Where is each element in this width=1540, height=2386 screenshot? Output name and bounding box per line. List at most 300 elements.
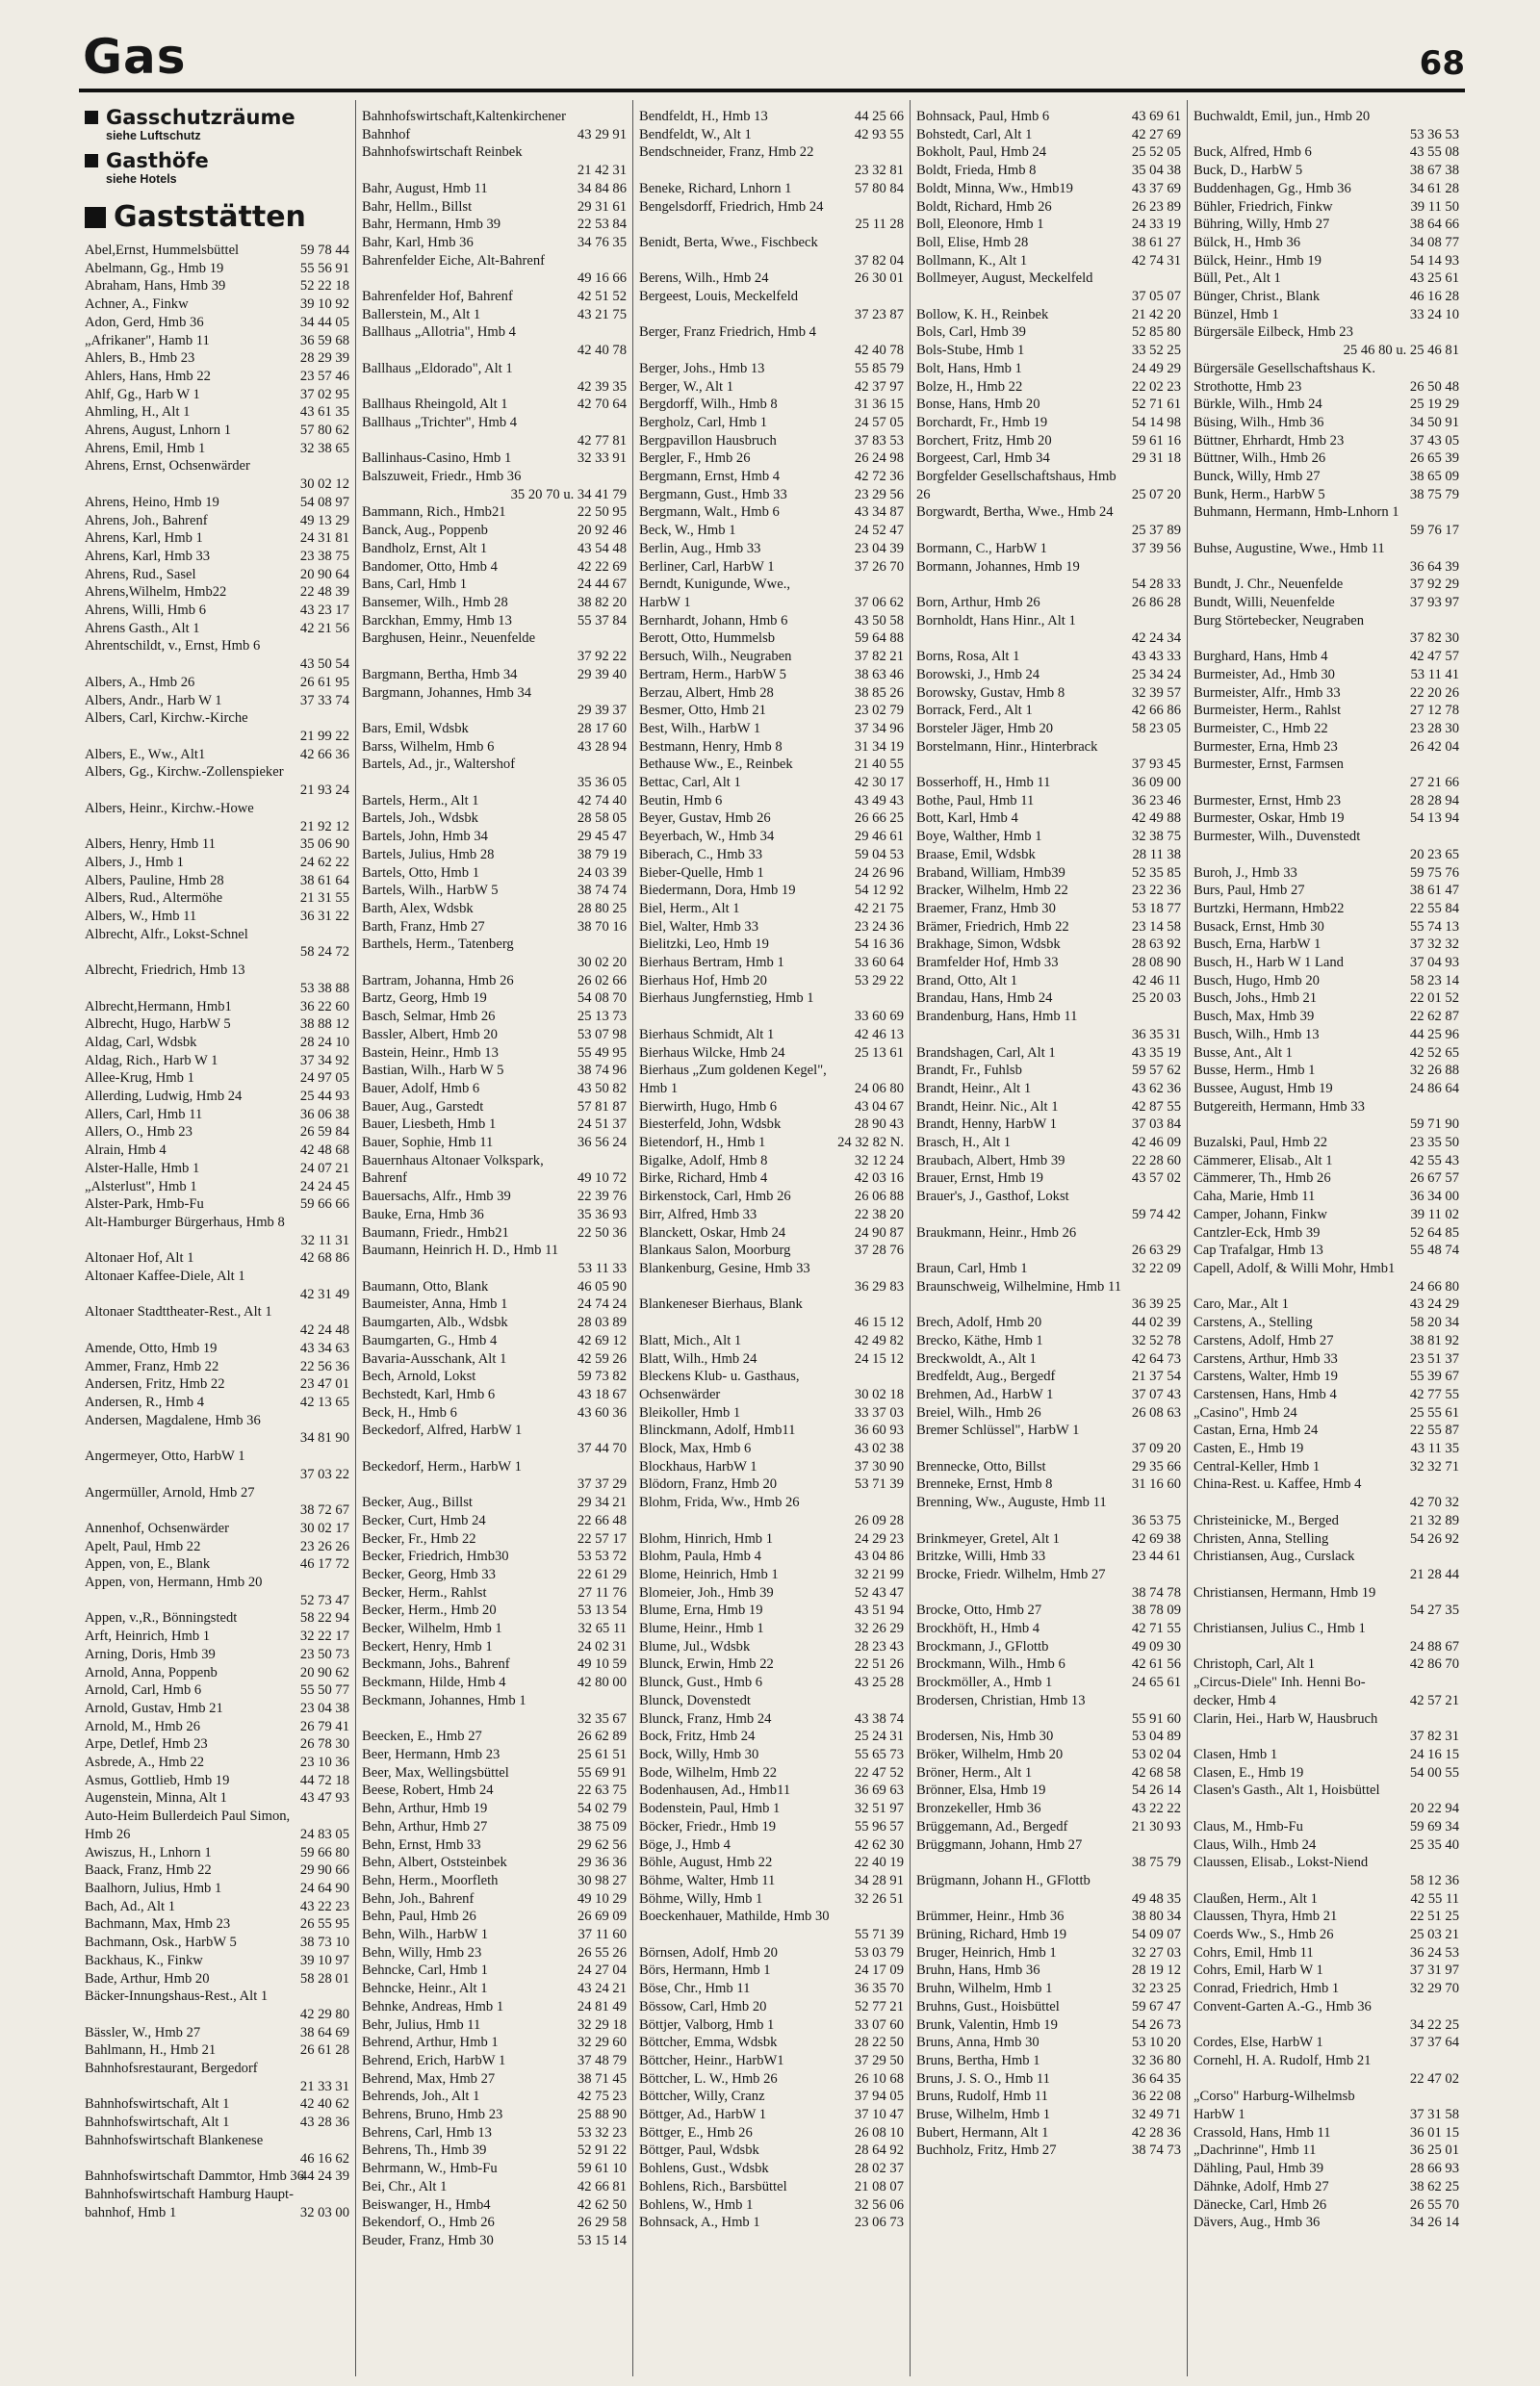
directory-entry: [1194, 1332, 1459, 1350]
directory-entry: [1194, 1475, 1459, 1494]
directory-entry: [1194, 629, 1459, 648]
entry-name: Buchwaldt, Emil, jun., Hmb 20: [1194, 109, 1371, 124]
directory-entry: [639, 1116, 904, 1134]
directory-entry: [639, 774, 904, 792]
entry-phone: 35 04 38: [1131, 163, 1181, 179]
directory-entry: [1194, 900, 1459, 918]
entry-phone: 42 74 31: [1131, 252, 1181, 269]
entry-phone: 26 65 39: [1409, 450, 1459, 467]
entry-name: Beckedorf, Herm., HarbW 1: [362, 1458, 522, 1475]
entry-phone: 53 15 14: [577, 2232, 627, 2248]
directory-entry: [85, 1970, 349, 1988]
entry-name: Cämmerer, Elisab., Alt 1: [1194, 1152, 1333, 1168]
directory-entry: [639, 1926, 904, 1944]
directory-entry: [1194, 2106, 1459, 2124]
entry-name: China-Rest. u. Kaffee, Hmb 4: [1194, 1476, 1362, 1493]
entry-name: Behn, Wilh., HarbW 1: [362, 1927, 489, 1943]
entry-name: Bach, Ad., Alt 1: [85, 1898, 176, 1914]
directory-entry: [916, 1206, 1181, 1224]
entry-name: Cohrs, Emil, Harb W 1: [1194, 1963, 1323, 1979]
directory-entry: [639, 2034, 904, 2052]
entry-phone: 37 04 93: [1409, 955, 1459, 971]
directory-entry: [916, 1224, 1181, 1243]
entry-phone: 26 30 01: [854, 270, 904, 287]
entry-name: Brämer, Friedrich, Hmb 22: [916, 918, 1069, 935]
entry-name: Albers, J., Hmb 1: [85, 854, 184, 870]
entry-phone: 43 29 91: [577, 126, 627, 142]
entry-phone: 29 35 66: [1131, 1458, 1181, 1475]
entry-phone: 36 39 25: [1131, 1296, 1181, 1313]
section-heading: Gasschutzräume: [106, 106, 295, 129]
entry-phone: 43 43 33: [1131, 649, 1181, 665]
directory-entry: [639, 449, 904, 468]
entry-phone: 34 81 90: [299, 1430, 349, 1447]
entry-name: Borsteler Jäger, Hmb 20: [916, 720, 1054, 736]
entry-phone: 43 18 67: [577, 1386, 627, 1402]
directory-entry: [1194, 1134, 1459, 1152]
entry-name: Aldag, Carl, Wdsbk: [85, 1034, 197, 1050]
entry-name: Ahlf, Gg., Harb W 1: [85, 386, 200, 402]
directory-entry: [362, 792, 627, 810]
directory-entry: [1194, 809, 1459, 828]
entry-phone: 36 29 83: [854, 1278, 904, 1295]
directory-entry: [85, 475, 349, 494]
entry-phone: 42 49 82: [854, 1332, 904, 1348]
entry-phone: 24 44 67: [577, 577, 627, 593]
entry-phone: 32 65 11: [578, 1621, 627, 1637]
entry-name: Baumann, Heinrich H. D., Hmb 11: [362, 1243, 559, 1259]
entry-phone: 53 10 20: [1131, 2035, 1181, 2051]
entry-phone: 28 29 39: [299, 350, 349, 367]
entry-name: Böse, Chr., Hmb 11: [639, 1981, 751, 1997]
directory-entry: [362, 1782, 627, 1800]
entry-name: Blume, Heinr., Hmb 1: [639, 1621, 764, 1637]
directory-entry: [1194, 180, 1459, 198]
entry-name: Beyer, Gustav, Hmb 26: [639, 810, 771, 827]
directory-entry: [85, 674, 349, 692]
entry-name: Claus, Wilh., Hmb 24: [1194, 1836, 1317, 1853]
entry-name: Brunk, Valentin, Hmb 19: [916, 2016, 1058, 2033]
entry-phone: 26 10 68: [854, 2070, 904, 2087]
directory-entry: [1194, 2214, 1459, 2232]
directory-entry: [85, 728, 349, 746]
directory-entry: [639, 1026, 904, 1044]
entry-name: Bergpavillon Hausbruch: [639, 432, 777, 449]
entry-phone: 43 04 86: [854, 1549, 904, 1565]
entry-phone: 52 35 85: [1131, 864, 1181, 881]
directory-entry: [362, 1728, 627, 1746]
directory-entry: [916, 2052, 1181, 2070]
entry-phone: 26 66 25: [854, 810, 904, 827]
entry-name: Burtzki, Hermann, Hmb22: [1194, 900, 1345, 916]
directory-entry: [639, 1062, 904, 1080]
entry-phone: 28 80 25: [577, 900, 627, 916]
entry-phone: 26 08 63: [1131, 1404, 1181, 1421]
entry-name: Bünzel, Hmb 1: [1194, 306, 1279, 322]
directory-entry: [85, 1340, 349, 1358]
directory-entry: [916, 1836, 1181, 1855]
directory-entry: [916, 702, 1181, 720]
entry-phone: 46 05 90: [577, 1278, 627, 1295]
entry-phone: 37 82 21: [854, 649, 904, 665]
directory-entry: [85, 980, 349, 998]
entry-name: Baack, Franz, Hmb 22: [85, 1862, 212, 1879]
directory-entry: [85, 1664, 349, 1682]
directory-entry: [362, 864, 627, 883]
entry-name: Adon, Gerd, Hmb 36: [85, 314, 204, 330]
entry-name: Brinkmeyer, Gretel, Alt 1: [916, 1530, 1060, 1547]
entry-phone: 36 60 93: [854, 1423, 904, 1439]
entry-name: Appen, von, Hermann, Hmb 20: [85, 1575, 263, 1591]
entry-name: Berens, Wilh., Hmb 24: [639, 270, 769, 287]
directory-entry: [916, 2034, 1181, 2052]
entry-phone: 54 09 07: [1131, 1927, 1181, 1943]
directory-entry: [916, 1152, 1181, 1170]
directory-entry: [85, 1123, 349, 1142]
directory-entry: [1194, 449, 1459, 468]
directory-entry: [916, 198, 1181, 217]
directory-entry: [916, 666, 1181, 684]
entry-phone: 53 18 77: [1131, 900, 1181, 916]
directory-entry: [85, 494, 349, 512]
directory-entry: [1194, 756, 1459, 774]
entry-name: Blohm, Frida, Ww., Hmb 26: [639, 1495, 800, 1511]
entry-phone: 38 85 26: [854, 684, 904, 701]
entry-name: Behrends, Joh., Alt 1: [362, 2089, 480, 2105]
entry-name: Bachmann, Osk., HarbW 5: [85, 1935, 237, 1951]
entry-phone: 32 52 78: [1131, 1332, 1181, 1348]
entry-phone: 52 91 22: [577, 2142, 627, 2159]
directory-entry: [1194, 1818, 1459, 1836]
entry-name: Bäcker-Innungshaus-Rest., Alt 1: [85, 1988, 269, 2005]
entry-name: Christiansen, Aug., Curslack: [1194, 1549, 1355, 1565]
entry-phone: 28 63 92: [1131, 936, 1181, 953]
entry-name: Böttcher, Heinr., HarbW1: [639, 2052, 784, 2068]
directory-entry: [916, 720, 1181, 738]
entry-phone: 30 02 12: [299, 476, 349, 493]
entry-phone: 24 26 96: [854, 864, 904, 881]
directory-entry: [1194, 1980, 1459, 1998]
entry-phone: 33 37 03: [854, 1404, 904, 1421]
directory-entry: [362, 1818, 627, 1836]
entry-name: Borgeest, Carl, Hmb 34: [916, 450, 1050, 467]
entry-name: Bürgersäle Eilbeck, Hmb 23: [1194, 324, 1353, 341]
directory-entry: [639, 809, 904, 828]
entry-phone: 37 82 04: [854, 252, 904, 269]
directory-entry: [639, 2196, 904, 2215]
entry-phone: 38 75 79: [1409, 486, 1459, 502]
directory-entry: [1194, 1368, 1459, 1386]
directory-entry: [916, 1440, 1181, 1458]
directory-entry: [1194, 1854, 1459, 1872]
entry-phone: 25 46 80 u. 25 46 81: [1343, 343, 1459, 359]
entry-name: Blunck, Erwin, Hmb 22: [639, 1656, 774, 1673]
entry-phone: 43 55 08: [1409, 144, 1459, 161]
directory-entry: [916, 756, 1181, 774]
entry-phone: 24 27 04: [577, 1963, 627, 1979]
entry-name: „Casino", Hmb 24: [1194, 1404, 1297, 1421]
entry-phone: 21 31 55: [299, 890, 349, 907]
entry-phone: 37 82 30: [1409, 630, 1459, 647]
entry-name: Busch, Erna, HarbW 1: [1194, 936, 1322, 953]
directory-entry: [85, 1375, 349, 1394]
entry-name: Bredfeldt, Aug., Bergedf: [916, 1369, 1056, 1385]
directory-entry: [916, 1260, 1181, 1278]
directory-entry: [639, 1764, 904, 1783]
entry-phone: 22 50 95: [577, 504, 627, 521]
directory-entry: [639, 1314, 904, 1332]
entry-name: Arpe, Detlef, Hmb 23: [85, 1736, 208, 1753]
entry-phone: 52 64 85: [1409, 1224, 1459, 1241]
entry-phone: 28 66 93: [1409, 2161, 1459, 2177]
entry-name: Bohlens, W., Hmb 1: [639, 2196, 754, 2213]
entry-phone: 44 25 66: [854, 109, 904, 124]
entry-phone: 22 47 02: [1409, 2070, 1459, 2087]
entry-phone: 25 11 28: [855, 217, 904, 233]
directory-entry: [639, 576, 904, 594]
directory-entry: [1194, 648, 1459, 666]
entry-phone: 37 44 70: [577, 1441, 627, 1457]
entry-name: Bergholz, Carl, Hmb 1: [639, 414, 768, 430]
entry-phone: 36 64 39: [1409, 558, 1459, 575]
entry-name: Braemer, Franz, Hmb 30: [916, 900, 1056, 916]
entry-phone: 59 69 34: [1409, 1818, 1459, 1834]
directory-entry: [85, 512, 349, 530]
entry-name: Brauer, Ernst, Hmb 19: [916, 1170, 1043, 1187]
bullet-square-icon: [85, 111, 98, 124]
directory-entry: [639, 126, 904, 144]
entry-name: Blödorn, Franz, Hmb 20: [639, 1476, 778, 1493]
entry-name: Blockhaus, HarbW 1: [639, 1458, 757, 1475]
directory-entry: [639, 1296, 904, 1314]
entry-phone: 37 33 74: [299, 692, 349, 708]
directory-entry: [362, 989, 627, 1008]
entry-name: Berlin, Aug., Hmb 33: [639, 540, 761, 556]
entry-phone: 42 87 55: [1131, 1098, 1181, 1115]
entry-name: 26: [916, 486, 931, 502]
directory-entry: [916, 1008, 1181, 1026]
directory-entry: [916, 954, 1181, 972]
directory-entry: [362, 468, 627, 486]
directory-entry: [916, 612, 1181, 630]
entry-phone: 55 65 73: [854, 1746, 904, 1762]
entry-phone: 49 10 72: [577, 1170, 627, 1187]
directory-entry: [639, 612, 904, 630]
entry-name: Beese, Robert, Hmb 24: [362, 1783, 494, 1799]
entry-phone: 26 09 28: [854, 1512, 904, 1528]
entry-phone: 20 90 62: [299, 1664, 349, 1680]
entry-name: Ahrens, Heino, Hmb 19: [85, 494, 219, 510]
directory-entry: [916, 143, 1181, 162]
entry-name: Bersuch, Wilh., Neugraben: [639, 649, 792, 665]
directory-entry: [85, 1034, 349, 1052]
directory-entry: [639, 306, 904, 324]
entry-phone: 37 93 45: [1131, 757, 1181, 773]
directory-entry: [639, 1422, 904, 1440]
entry-phone: 26 59 84: [299, 1124, 349, 1141]
directory-entry: [639, 540, 904, 558]
entry-name: Bergmann, Walt., Hmb 6: [639, 504, 780, 521]
entry-phone: 23 57 46: [299, 368, 349, 384]
entry-name: Bastein, Heinr., Hmb 13: [362, 1044, 499, 1061]
directory-entry: [85, 2060, 349, 2078]
entry-phone: 59 66 66: [299, 1196, 349, 1213]
directory-entry: [639, 2016, 904, 2035]
directory-entry: [639, 396, 904, 414]
entry-phone: 23 47 01: [299, 1376, 349, 1393]
entry-name: Biesterfeld, John, Wdsbk: [639, 1116, 782, 1133]
directory-entry: [362, 612, 627, 630]
entry-name: Böhme, Walter, Hmb 11: [639, 1872, 776, 1888]
entry-name: Busse, Herm., Hmb 1: [1194, 1063, 1316, 1079]
directory-entry: [916, 1080, 1181, 1098]
directory-entry: [639, 864, 904, 883]
entry-phone: 32 36 80: [1131, 2052, 1181, 2068]
entry-name: Buroh, J., Hmb 33: [1194, 864, 1297, 881]
directory-entry: [639, 503, 904, 522]
directory-entry: [639, 360, 904, 378]
entry-phone: 27 11 76: [578, 1584, 627, 1601]
directory-entry: [1194, 162, 1459, 180]
directory-entry: [362, 1584, 627, 1603]
entry-phone: 23 28 30: [1409, 720, 1459, 736]
entry-name: Hmb 26: [85, 1826, 131, 1842]
directory-entry: [362, 1746, 627, 1764]
entry-phone: 59 66 80: [299, 1844, 349, 1860]
directory-entry: [1194, 1782, 1459, 1800]
entry-phone: 43 54 48: [577, 540, 627, 556]
directory-entry: [916, 1655, 1181, 1674]
entry-name: Brüggemann, Ad., Bergedf: [916, 1818, 1068, 1834]
entry-phone: 23 10 36: [299, 1755, 349, 1771]
entry-name: Becker, Wilhelm, Hmb 1: [362, 1621, 502, 1637]
entry-name: Aldag, Rich., Harb W 1: [85, 1052, 218, 1068]
entry-phone: 34 84 86: [577, 180, 627, 196]
entry-phone: 22 62 87: [1409, 1009, 1459, 1025]
directory-entry: [639, 1854, 904, 1872]
directory-entry: [916, 378, 1181, 397]
entry-name: Boldt, Frieda, Hmb 8: [916, 163, 1037, 179]
entry-name: Bohstedt, Carl, Alt 1: [916, 126, 1033, 142]
entry-name: Arnold, Carl, Hmb 6: [85, 1682, 202, 1699]
entry-phone: 32 49 71: [1131, 2107, 1181, 2123]
entry-phone: 26 42 04: [1409, 738, 1459, 755]
directory-entry: [362, 629, 627, 648]
entry-phone: 54 00 55: [1409, 1764, 1459, 1781]
entry-phone: 32 23 25: [1131, 1981, 1181, 1997]
entry-phone: 25 55 61: [1409, 1404, 1459, 1421]
entry-name: Bahnhofsrestaurant, Bergedorf: [85, 2061, 258, 2077]
directory-entry: [639, 1224, 904, 1243]
entry-phone: 25 37 89: [1131, 523, 1181, 539]
entry-name: Brockmann, Wilh., Hmb 6: [916, 1656, 1065, 1673]
entry-name: bahnhof, Hmb 1: [85, 2204, 177, 2220]
entry-name: Bauke, Erna, Hmb 36: [362, 1206, 484, 1222]
entry-phone: 49 16 66: [577, 270, 627, 287]
directory-entry: [85, 1609, 349, 1628]
directory-entry: [85, 1592, 349, 1610]
entry-phone: 55 50 77: [299, 1682, 349, 1699]
entry-name: Biel, Walter, Hmb 33: [639, 918, 759, 935]
entry-phone: 36 64 35: [1131, 2070, 1181, 2087]
directory-entry: [1194, 143, 1459, 162]
directory-entry: [1194, 1836, 1459, 1855]
directory-entry: [1194, 486, 1459, 504]
directory-entry: [1194, 666, 1459, 684]
entry-list: [85, 242, 349, 2221]
entry-phone: 39 11 50: [1410, 198, 1459, 215]
directory-entry: [1194, 252, 1459, 270]
directory-entry: [362, 1296, 627, 1314]
entry-name: Bierhaus „Zum goldenen Kegel",: [639, 1063, 827, 1079]
directory-entry: [639, 2088, 904, 2106]
entry-phone: 32 22 09: [1131, 1261, 1181, 1276]
directory-entry: [639, 738, 904, 757]
entry-name: Bassler, Albert, Hmb 20: [362, 1026, 498, 1042]
directory-entry: [85, 2006, 349, 2024]
directory-entry: [362, 1422, 627, 1440]
entry-phone: 24 03 39: [577, 864, 627, 881]
entry-name: Ballinhaus-Casino, Hmb 1: [362, 450, 512, 467]
directory-entry: [916, 1872, 1181, 1890]
entry-phone: 42 21 75: [854, 900, 904, 916]
entry-phone: 24 81 49: [577, 1998, 627, 2014]
directory-entry: [1194, 1206, 1459, 1224]
entry-name: Blanckett, Oskar, Hmb 24: [639, 1224, 786, 1241]
directory-entry: [916, 684, 1181, 703]
entry-name: Borgwardt, Bertha, Wwe., Hmb 24: [916, 504, 1114, 521]
entry-phone: 42 77 81: [577, 432, 627, 449]
entry-name: Bahnhofswirtschaft, Alt 1: [85, 2096, 230, 2113]
entry-name: Buck, Alfred, Hmb 6: [1194, 144, 1312, 161]
entry-phone: 55 49 95: [577, 1044, 627, 1061]
entry-phone: 53 32 23: [577, 2124, 627, 2141]
directory-entry: [85, 2150, 349, 2168]
entry-name: Blunck, Franz, Hmb 24: [639, 1710, 772, 1727]
entry-name: Achner, A., Finkw: [85, 296, 189, 313]
entry-phone: 22 47 52: [854, 1764, 904, 1781]
entry-phone: 38 80 34: [1131, 1909, 1181, 1925]
directory-entry: [916, 522, 1181, 540]
entry-name: Cämmerer, Th., Hmb 26: [1194, 1170, 1331, 1187]
directory-entry: [85, 295, 349, 314]
entry-phone: 59 78 44: [299, 243, 349, 258]
column-3: [633, 100, 911, 2376]
entry-name: Ahrens,Wilhelm, Hmb22: [85, 584, 227, 601]
directory-entry: [1194, 2160, 1459, 2178]
directory-entry: [639, 1206, 904, 1224]
directory-entry: [639, 522, 904, 540]
directory-entry: [85, 854, 349, 872]
directory-entry: [1194, 1872, 1459, 1890]
entry-name: Bühler, Friedrich, Finkw: [1194, 198, 1333, 215]
entry-phone: 59 73 82: [577, 1369, 627, 1385]
entry-phone: 53 07 98: [577, 1026, 627, 1042]
entry-phone: 43 38 74: [854, 1710, 904, 1727]
directory-entry: [916, 1638, 1181, 1656]
directory-entry: [85, 1988, 349, 2006]
entry-name: Ahrens, Emil, Hmb 1: [85, 440, 206, 456]
entry-name: Beuder, Franz, Hmb 30: [362, 2232, 494, 2248]
entry-phone: 29 36 36: [577, 1855, 627, 1871]
entry-phone: 34 61 28: [1409, 180, 1459, 196]
entry-phone: 32 32 71: [1409, 1458, 1459, 1475]
entry-phone: 42 74 40: [577, 792, 627, 808]
entry-name: Braukmann, Heinr., Hmb 26: [916, 1224, 1077, 1241]
directory-entry: [85, 872, 349, 890]
directory-entry: [362, 2124, 627, 2142]
directory-entry: [362, 738, 627, 757]
